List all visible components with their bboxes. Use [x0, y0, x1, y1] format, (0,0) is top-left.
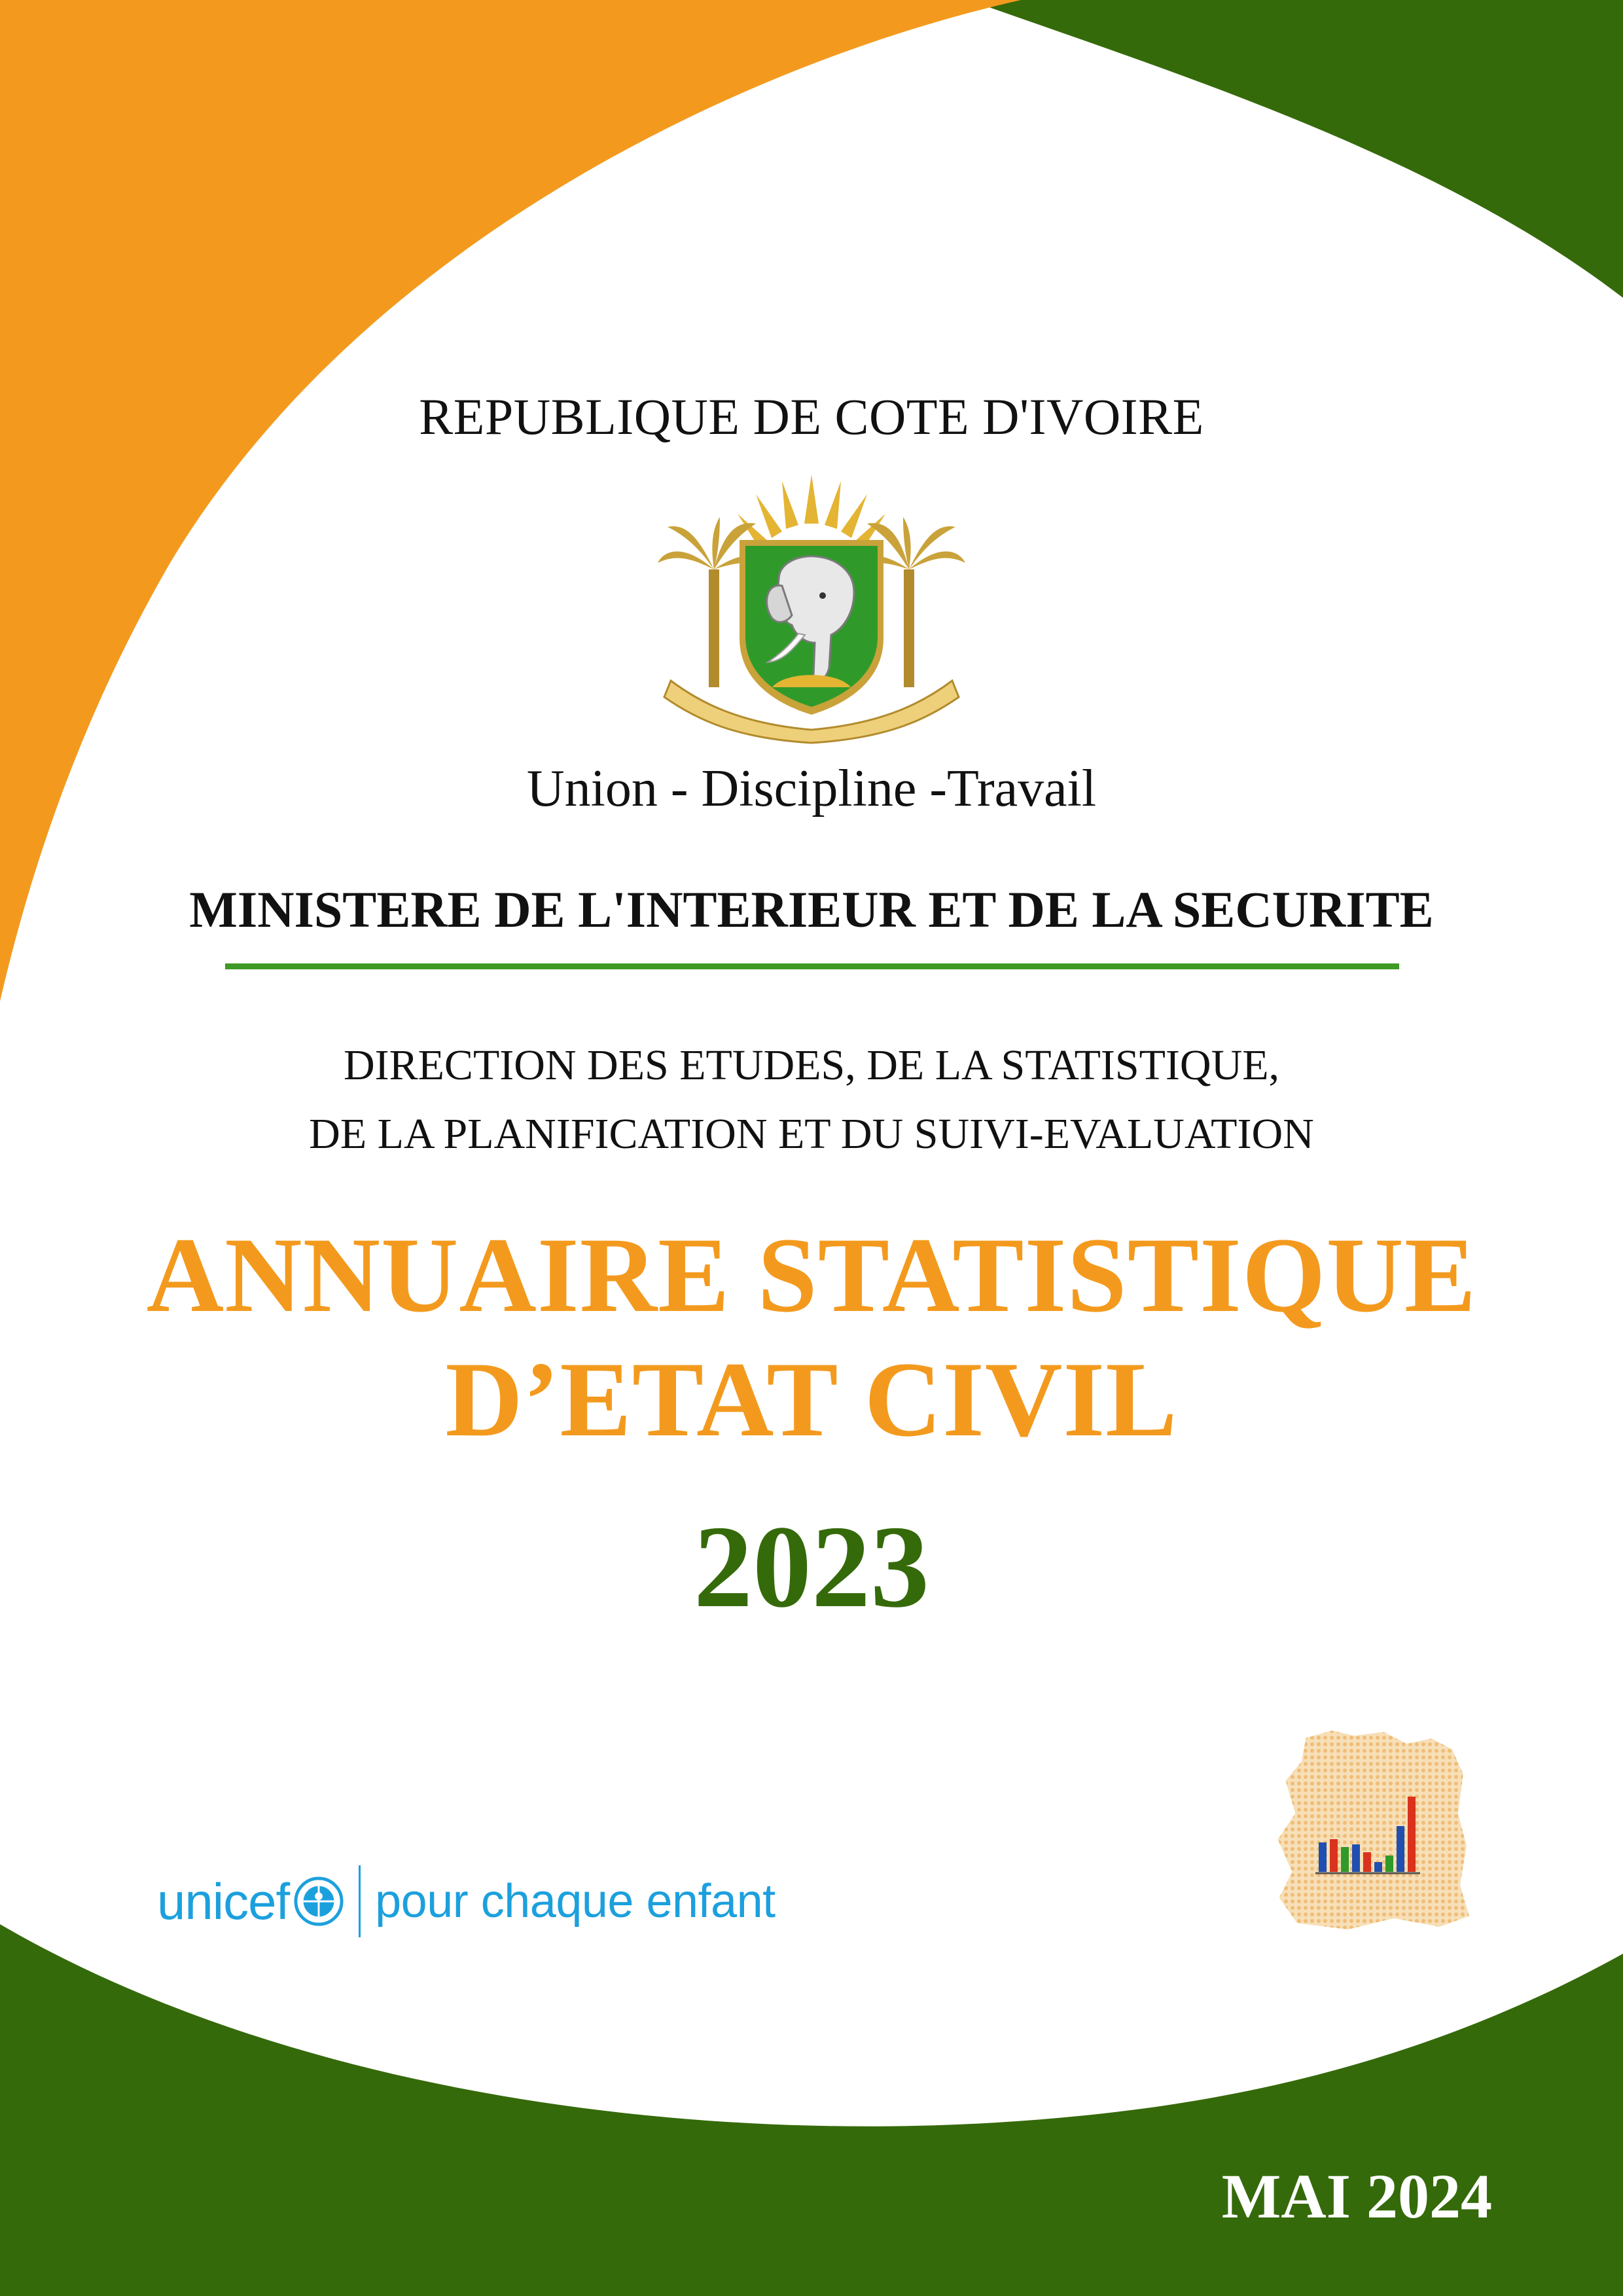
document-year: 2023	[694, 1501, 929, 1632]
statistics-map-logo	[1270, 1721, 1479, 1937]
divider-rule	[225, 963, 1399, 969]
country-name: REPUBLIQUE DE COTE D'IVOIRE	[419, 388, 1204, 445]
green-top-swoosh	[969, 0, 1623, 298]
stat-bar	[1319, 1842, 1327, 1872]
publication-date: MAI 2024	[1221, 2161, 1492, 2231]
stat-bar	[1374, 1862, 1382, 1872]
coat-of-arms-icon	[658, 471, 965, 746]
stat-bar	[1408, 1797, 1416, 1872]
direction-line-1: DIRECTION DES ETUDES, DE LA STATISTIQUE,	[343, 1041, 1280, 1089]
logo-separator	[359, 1865, 361, 1937]
green-bottom-swoosh	[0, 1924, 1623, 2296]
stat-bar	[1330, 1839, 1338, 1872]
direction-line-2: DE LA PLANIFICATION ET DU SUIVI-EVALUATION	[309, 1110, 1314, 1158]
stat-bar	[1397, 1826, 1404, 1872]
stat-bar	[1341, 1847, 1349, 1872]
unicef-globe-icon	[293, 1876, 344, 1927]
stat-bar	[1385, 1856, 1393, 1872]
ministry-name: MINISTERE DE L'INTERIEUR ET DE LA SECURITE	[189, 881, 1434, 938]
unicef-logo	[157, 1862, 776, 1941]
stat-bar	[1363, 1852, 1371, 1872]
national-motto: Union - Discipline -Travail	[526, 760, 1097, 817]
unicef-slogan: pour chaque enfant	[375, 1875, 776, 1928]
unicef-wordmark: unicef	[157, 1872, 290, 1930]
document-title-line-2: D’ETAT CIVIL	[445, 1340, 1178, 1459]
document-title-line-1: ANNUAIRE STATISTIQUE	[146, 1216, 1477, 1335]
stat-bar	[1352, 1844, 1360, 1872]
